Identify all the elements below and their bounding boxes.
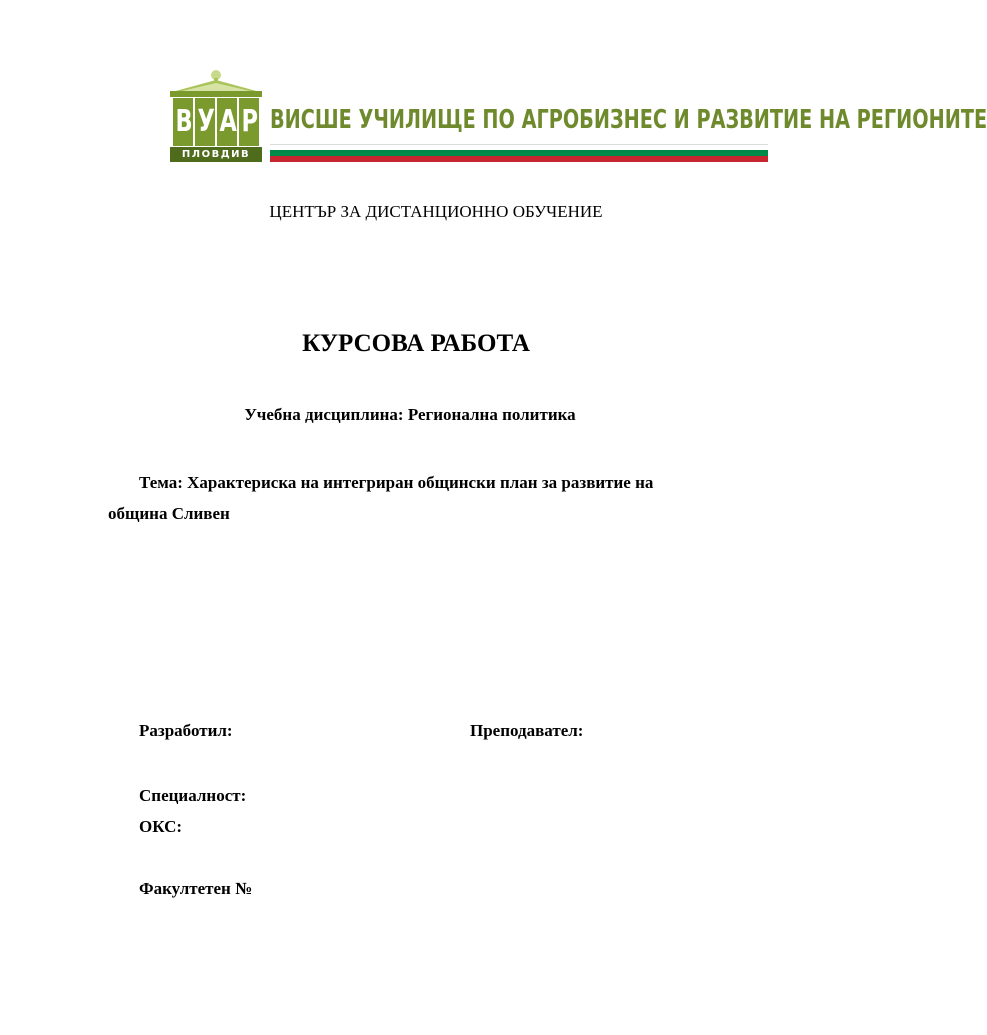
logo-letter-v: В (175, 104, 193, 139)
discipline-line: Учебна дисциплина: Регионална политика (244, 405, 576, 424)
school-banner (270, 102, 987, 164)
document-title: КУРСОВА РАБОТА (302, 330, 530, 357)
specialty-label: Специалност: (139, 786, 247, 805)
logo-letter-r: Р (241, 104, 258, 139)
school-logo (168, 68, 264, 164)
oks-label: ОКС: (139, 817, 183, 836)
bulgarian-flag-stripes (270, 144, 768, 162)
topic-paragraph (108, 467, 698, 529)
logo-letter-a: А (219, 104, 237, 139)
topic-line-2: община Сливен (108, 504, 230, 523)
school-name: ВИСШЕ УЧИЛИЩЕ ПО АГРОБИЗНЕС И РАЗВИТИЕ НА РЕГИОНИТЕ (270, 105, 987, 135)
logo-letter-u: У (197, 104, 215, 139)
logo-city: ПЛОВДИВ (181, 149, 251, 160)
teacher-label: Преподавател: (470, 721, 584, 740)
developer-label: Разработил: (139, 721, 233, 740)
topic-line-1: Тема: Характериска на интегриран общински план за развитие на (139, 473, 654, 492)
center-name: ЦЕНТЪР ЗА ДИСТАНЦИОННО ОБУЧЕНИЕ (269, 202, 603, 221)
faculty-number-label: Факултетен № (139, 879, 253, 898)
flag-stripe-red (270, 156, 768, 162)
